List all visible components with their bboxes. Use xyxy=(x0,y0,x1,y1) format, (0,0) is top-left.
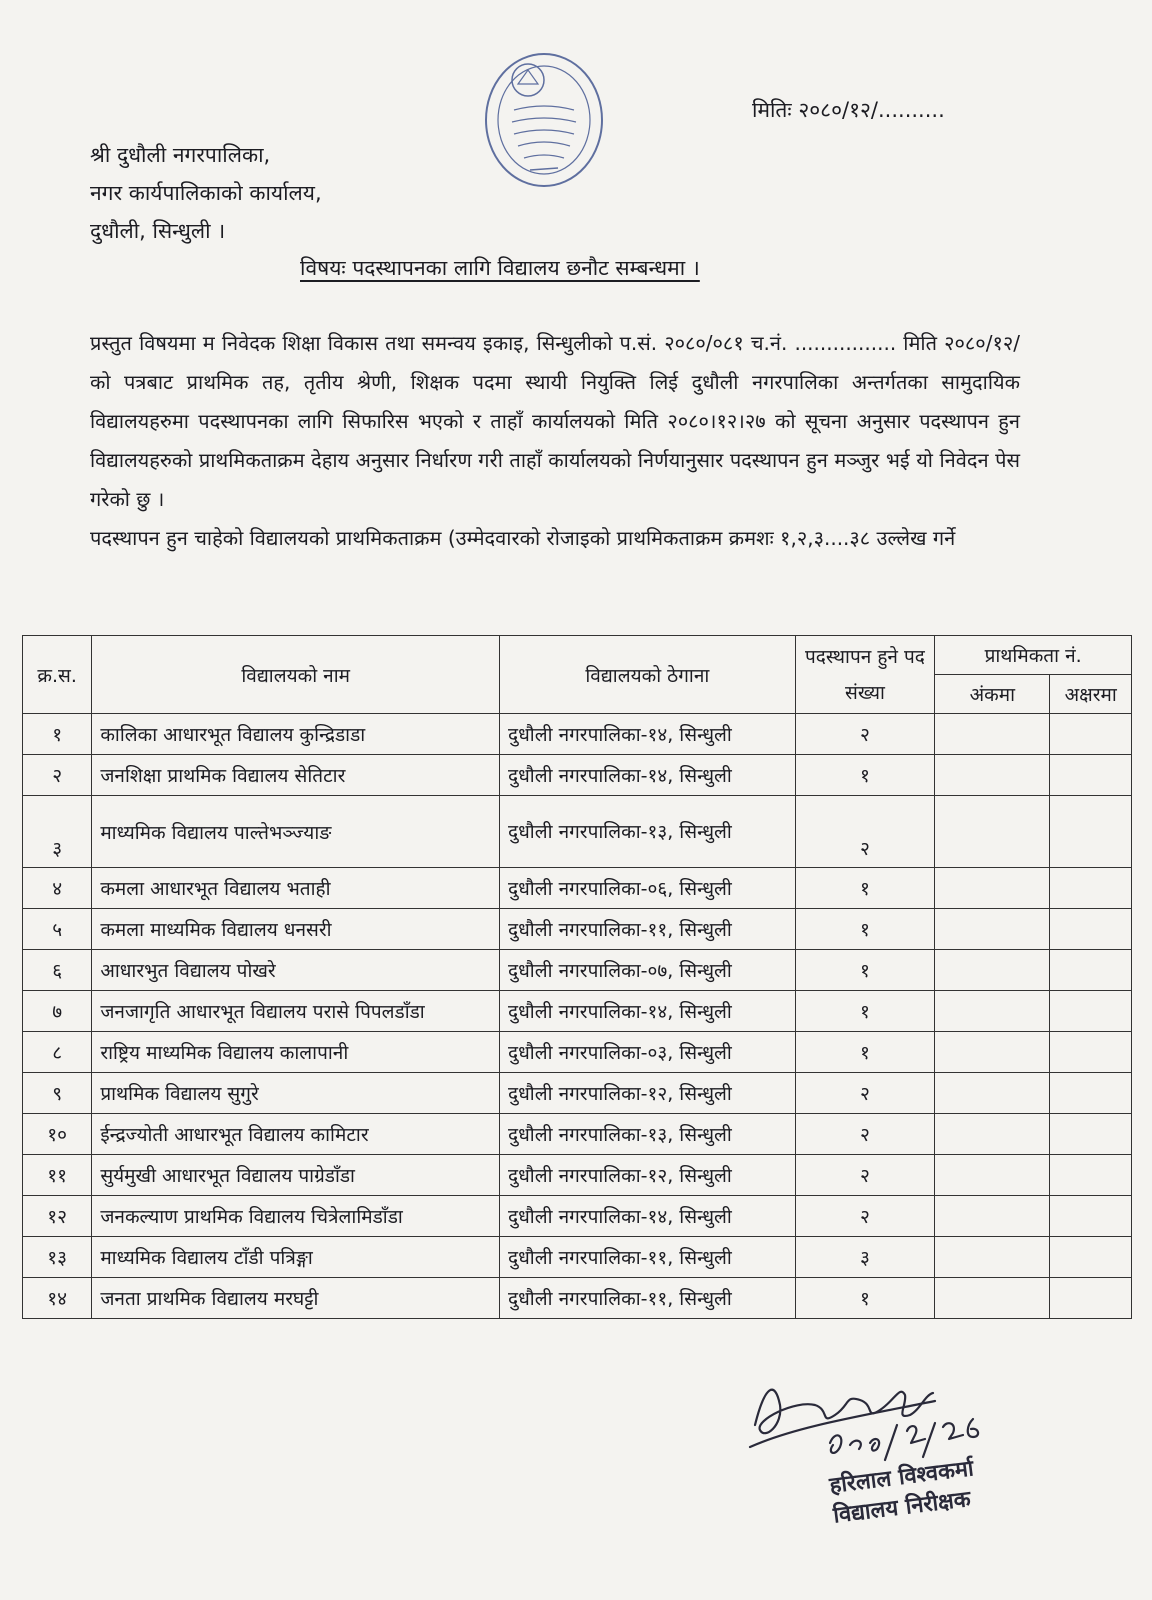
cell-sn: ७ xyxy=(23,991,92,1032)
cell-priority-words[interactable] xyxy=(1050,1114,1132,1155)
cell-priority-figures[interactable] xyxy=(935,796,1050,868)
official-seal-stamp xyxy=(478,48,610,198)
cell-posts: २ xyxy=(795,1196,935,1237)
cell-priority-figures[interactable] xyxy=(935,1032,1050,1073)
cell-priority-figures[interactable] xyxy=(935,1155,1050,1196)
cell-school-address: दुधौली नगरपालिका-११, सिन्धुली xyxy=(500,1278,796,1319)
cell-school-address: दुधौली नगरपालिका-१२, सिन्धुली xyxy=(500,1073,796,1114)
cell-school-address: दुधौली नगरपालिका-१४, सिन्धुली xyxy=(500,991,796,1032)
table-row xyxy=(23,1278,1132,1319)
recipient-line: दुधौली, सिन्धुली । xyxy=(90,219,226,243)
cell-school-address: दुधौली नगरपालिका-०७, सिन्धुली xyxy=(500,950,796,991)
cell-posts: १ xyxy=(795,991,935,1032)
cell-school-name: प्राथमिक विद्यालय सुगुरे xyxy=(92,1073,500,1114)
cell-posts: १ xyxy=(795,868,935,909)
table-body xyxy=(23,714,1132,1319)
header-priority: प्राथमिकता नं. xyxy=(935,636,1132,675)
table-row xyxy=(23,1155,1132,1196)
table-row xyxy=(23,1032,1132,1073)
cell-school-name: कालिका आधारभूत विद्यालय कुन्द्रिडाडा xyxy=(92,714,500,755)
cell-priority-figures[interactable] xyxy=(935,714,1050,755)
cell-school-name: जनजागृति आधारभूत विद्यालय परासे पिपलडाँडा xyxy=(92,991,500,1032)
cell-sn: १४ xyxy=(23,1278,92,1319)
cell-sn: ९ xyxy=(23,1073,92,1114)
cell-sn: १२ xyxy=(23,1196,92,1237)
header-sn: क्र.स. xyxy=(23,636,92,714)
cell-priority-words[interactable] xyxy=(1050,755,1132,796)
cell-priority-figures[interactable] xyxy=(935,1196,1050,1237)
cell-priority-words[interactable] xyxy=(1050,1032,1132,1073)
table-row xyxy=(23,909,1132,950)
cell-sn: १० xyxy=(23,1114,92,1155)
header-in-figures: अंकमा xyxy=(935,675,1050,714)
header-school-name: विद्यालयको नाम xyxy=(92,636,500,714)
cell-priority-figures[interactable] xyxy=(935,1237,1050,1278)
cell-school-name: आधारभुत विद्यालय पोखरे xyxy=(92,950,500,991)
header-posts: पदस्थापन हुने पद संख्या xyxy=(795,636,935,714)
cell-posts: ३ xyxy=(795,1237,935,1278)
school-priority-table xyxy=(22,635,1132,1319)
table-row xyxy=(23,1073,1132,1114)
cell-posts: १ xyxy=(795,950,935,991)
cell-school-address: दुधौली नगरपालिका-०६, सिन्धुली xyxy=(500,868,796,909)
table-row xyxy=(23,1237,1132,1278)
cell-priority-figures[interactable] xyxy=(935,991,1050,1032)
cell-priority-figures[interactable] xyxy=(935,868,1050,909)
cell-posts: २ xyxy=(795,1073,935,1114)
cell-school-address: दुधौली नगरपालिका-१३, सिन्धुली xyxy=(500,796,796,868)
subject-line: विषयः पदस्थापनका लागि विद्यालय छनौट सम्बन्धमा । xyxy=(300,256,700,280)
cell-priority-words[interactable] xyxy=(1050,1196,1132,1237)
cell-posts: १ xyxy=(795,1278,935,1319)
cell-sn: ८ xyxy=(23,1032,92,1073)
cell-priority-words[interactable] xyxy=(1050,991,1132,1032)
table-row xyxy=(23,950,1132,991)
header-school-address: विद्यालयको ठेगाना xyxy=(500,636,796,714)
cell-priority-figures[interactable] xyxy=(935,950,1050,991)
cell-priority-words[interactable] xyxy=(1050,950,1132,991)
cell-posts: २ xyxy=(795,1155,935,1196)
cell-school-address: दुधौली नगरपालिका-११, सिन्धुली xyxy=(500,1237,796,1278)
cell-posts: १ xyxy=(795,755,935,796)
signer-designation: विद्यालय निरीक्षक xyxy=(831,1486,973,1529)
recipient-line: नगर कार्यपालिकाको कार्यालय, xyxy=(90,181,322,205)
cell-school-address: दुधौली नगरपालिका-१२, सिन्धुली xyxy=(500,1155,796,1196)
cell-school-address: दुधौली नगरपालिका-१३, सिन्धुली xyxy=(500,1114,796,1155)
cell-school-name: जनशिक्षा प्राथमिक विद्यालय सेतिटार xyxy=(92,755,500,796)
cell-sn: १ xyxy=(23,714,92,755)
cell-school-name: जनता प्राथमिक विद्यालय मरघट्टी xyxy=(92,1278,500,1319)
cell-priority-figures[interactable] xyxy=(935,1278,1050,1319)
cell-school-name: कमला आधारभूत विद्यालय भताही xyxy=(92,868,500,909)
cell-school-name: सुर्यमुखी आधारभूत विद्यालय पाग्रेडाँडा xyxy=(92,1155,500,1196)
cell-sn: १३ xyxy=(23,1237,92,1278)
cell-priority-figures[interactable] xyxy=(935,755,1050,796)
table-row xyxy=(23,796,1132,868)
cell-priority-words[interactable] xyxy=(1050,1073,1132,1114)
table-row xyxy=(23,1114,1132,1155)
cell-sn: ६ xyxy=(23,950,92,991)
cell-school-name: माध्यमिक विद्यालय टाँडी पत्रिङ्गा xyxy=(92,1237,500,1278)
cell-school-address: दुधौली नगरपालिका-११, सिन्धुली xyxy=(500,909,796,950)
cell-posts: २ xyxy=(795,714,935,755)
body-paragraph: पदस्थापन हुन चाहेको विद्यालयको प्राथमिकताक्रम (उम्मेदवारको रोजाइको प्राथमिकताक्रम क्रमशः १,२,३....३८ उल्लेख गर्ने xyxy=(90,526,956,550)
cell-priority-figures[interactable] xyxy=(935,1114,1050,1155)
cell-school-name: माध्यमिक विद्यालय पाल्तेभञ्ज्याङ xyxy=(92,796,500,868)
table-row xyxy=(23,1196,1132,1237)
cell-sn: ३ xyxy=(23,796,92,868)
cell-sn: २ xyxy=(23,755,92,796)
table-row xyxy=(23,714,1132,755)
cell-school-address: दुधौली नगरपालिका-१४, सिन्धुली xyxy=(500,1196,796,1237)
cell-priority-words[interactable] xyxy=(1050,868,1132,909)
table-row xyxy=(23,991,1132,1032)
cell-school-address: दुधौली नगरपालिका-१४, सिन्धुली xyxy=(500,714,796,755)
cell-priority-words[interactable] xyxy=(1050,1155,1132,1196)
cell-priority-words[interactable] xyxy=(1050,714,1132,755)
header-in-words: अक्षरमा xyxy=(1050,675,1132,714)
cell-priority-words[interactable] xyxy=(1050,909,1132,950)
letter-body xyxy=(90,324,1020,558)
cell-priority-figures[interactable] xyxy=(935,1073,1050,1114)
body-paragraph: प्रस्तुत विषयमा म निवेदक शिक्षा विकास तथा समन्वय इकाइ, सिन्धुलीको प.सं. २०८०/०८१ च.नं. ................ मिति २०८०/१२/ को पत्रबाट प्राथमिक तह, तृतीय श्रेणी, शिक्षक पदमा स्थायी नियुक्ति लिई दुधौली नगरपालिका अन्तर्गतका सामुदायिक विद्यालयहरुमा पदस्थापनका लागि सिफारिस भएको र ताहाँ कार्यालयको मिति २०८०।१२।२७ को सूचना अनुसार पदस्थापन हुन विद्यालयहरुको प्राथमिकताक्रम देहाय अनुसार निर्धारण गरी ताहाँ कार्यालयको निर्णयानुसार पदस्थापन हुन मञ्जुर भई यो निवेदन पेस गरेको छु । xyxy=(90,331,1020,511)
cell-priority-words[interactable] xyxy=(1050,796,1132,868)
cell-posts: १ xyxy=(795,1032,935,1073)
cell-priority-words[interactable] xyxy=(1050,1237,1132,1278)
cell-posts: १ xyxy=(795,909,935,950)
cell-school-name: राष्ट्रिय माध्यमिक विद्यालय कालापानी xyxy=(92,1032,500,1073)
cell-sn: ४ xyxy=(23,868,92,909)
cell-school-name: ईन्द्रज्योती आधारभूत विद्यालय कामिटार xyxy=(92,1114,500,1155)
table-row xyxy=(23,868,1132,909)
cell-posts: २ xyxy=(795,1114,935,1155)
table-row xyxy=(23,755,1132,796)
recipient-line: श्री दुधौली नगरपालिका, xyxy=(90,143,271,167)
cell-school-name: कमला माध्यमिक विद्यालय धनसरी xyxy=(92,909,500,950)
recipient-address xyxy=(90,136,322,250)
cell-priority-figures[interactable] xyxy=(935,909,1050,950)
cell-priority-words[interactable] xyxy=(1050,1278,1132,1319)
cell-sn: ५ xyxy=(23,909,92,950)
cell-posts: २ xyxy=(795,796,935,868)
cell-school-address: दुधौली नगरपालिका-०३, सिन्धुली xyxy=(500,1032,796,1073)
cell-sn: ११ xyxy=(23,1155,92,1196)
cell-school-address: दुधौली नगरपालिका-१४, सिन्धुली xyxy=(500,755,796,796)
cell-school-name: जनकल्याण प्राथमिक विद्यालय चित्रेलामिडाँडा xyxy=(92,1196,500,1237)
signer-name: हरिलाल विश्वकर्मा xyxy=(828,1456,976,1499)
letter-date: मितिः २०८०/१२/.......... xyxy=(752,98,945,122)
